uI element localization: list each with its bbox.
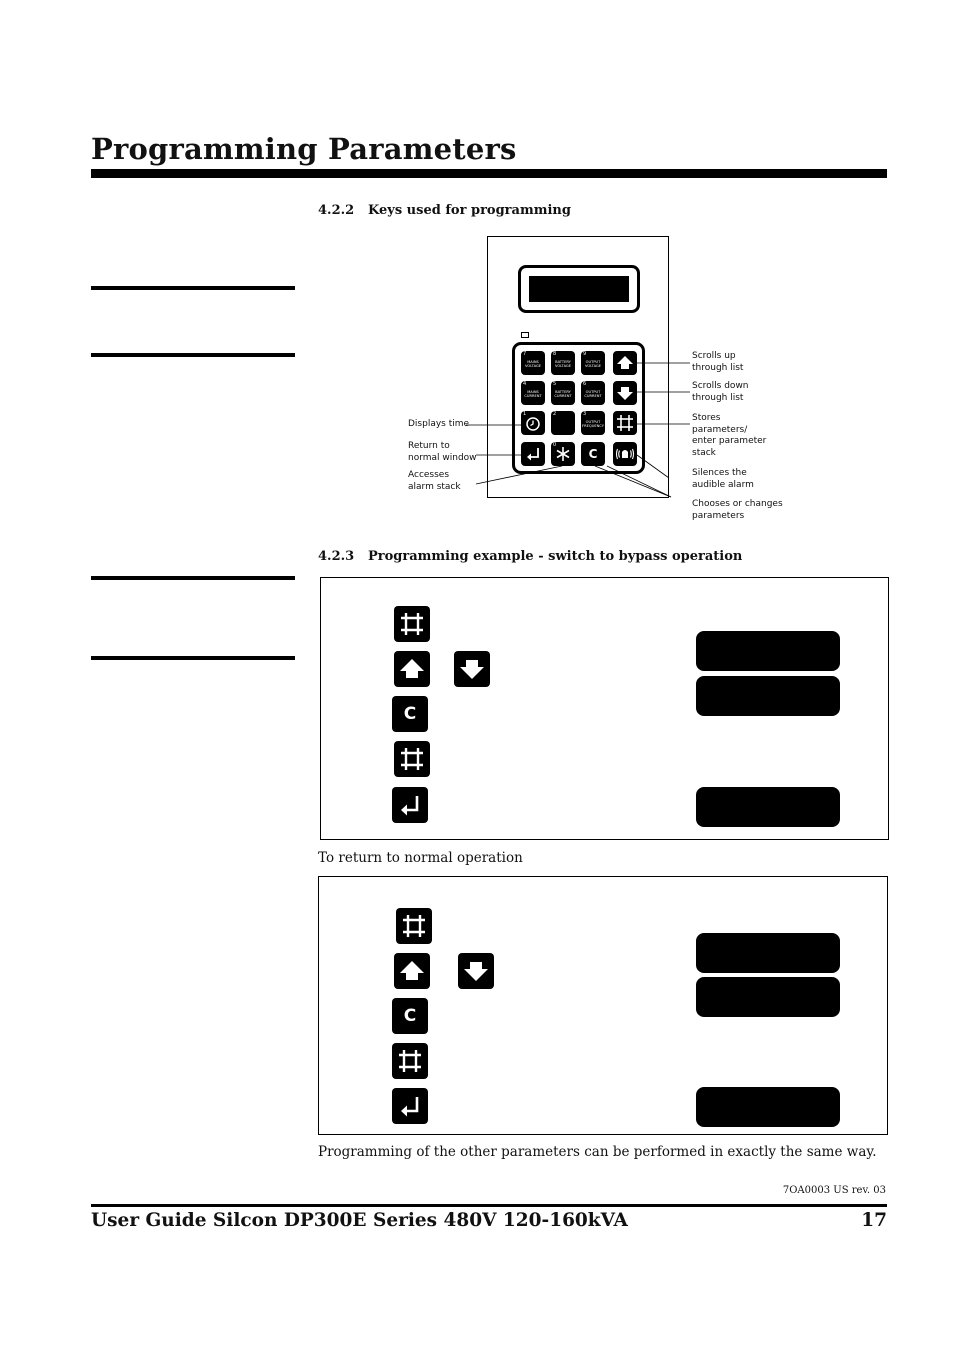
callout-line: parameters/ xyxy=(692,424,748,435)
callout-displays-time xyxy=(408,419,469,431)
callout-line: enter parameter xyxy=(692,436,767,446)
sidebar-rule xyxy=(91,286,295,290)
callout-line: Accesses xyxy=(408,470,450,480)
callout-line: parameters xyxy=(692,510,745,521)
keypad xyxy=(512,342,645,474)
sidebar-rule xyxy=(91,576,295,580)
key-mains-current[interactable] xyxy=(521,381,545,405)
callout-scroll-up xyxy=(692,351,743,374)
status-led xyxy=(521,332,529,338)
callout-line: Chooses or changes xyxy=(692,499,783,509)
key-label: OUTPUT FREQUENCY xyxy=(582,420,604,428)
callout-line: Silences the xyxy=(692,468,747,478)
enter-key xyxy=(392,1088,428,1124)
display-screen xyxy=(696,1087,840,1127)
key-output-voltage[interactable] xyxy=(581,351,605,375)
c-key-label: C xyxy=(588,447,598,461)
key-number: 4 xyxy=(523,381,527,387)
store-icon xyxy=(396,908,432,944)
key-number: 8 xyxy=(553,351,557,357)
key-output-frequency[interactable] xyxy=(581,411,605,435)
callout-chooses xyxy=(692,499,783,522)
callout-line: Scrolls up xyxy=(692,351,736,361)
title-rule xyxy=(91,169,887,178)
closing-text: Programming of the other parameters can be performed in exactly the same way. xyxy=(318,1144,877,1160)
lcd-display xyxy=(529,276,629,302)
store-key xyxy=(392,1043,428,1079)
callout-line: normal window xyxy=(408,452,477,463)
return-normal-text: To return to normal operation xyxy=(318,850,523,866)
section-number: 4.2.3 xyxy=(318,549,355,564)
key-number: 5 xyxy=(553,381,557,387)
section-title: Keys used for programming xyxy=(368,203,571,218)
return-icon xyxy=(521,442,545,466)
key-scroll-down[interactable] xyxy=(613,381,637,405)
footer-rule xyxy=(91,1204,887,1207)
example-box-bypass xyxy=(320,577,889,840)
callout-line: through list xyxy=(692,392,744,403)
callout-line: Scrolls down xyxy=(692,381,749,391)
store-key xyxy=(396,908,432,944)
page-number: 17 xyxy=(861,1210,887,1231)
arrow-up-icon xyxy=(394,953,430,989)
store-icon xyxy=(394,741,430,777)
scroll-down-key xyxy=(458,953,494,989)
page-title: Programming Parameters xyxy=(91,132,517,166)
key-label: OUTPUT CURRENT xyxy=(584,390,602,398)
example-box-normal xyxy=(318,876,888,1135)
c-key-label: C xyxy=(403,1006,417,1026)
key-number: 6 xyxy=(583,381,587,387)
store-key xyxy=(394,606,430,642)
display-screen xyxy=(696,977,840,1017)
c-key xyxy=(392,998,428,1034)
asterisk-icon xyxy=(551,442,575,466)
key-silence-alarm[interactable] xyxy=(613,442,637,466)
scroll-up-key xyxy=(394,651,430,687)
section-heading-4-2-3 xyxy=(318,549,742,564)
return-icon xyxy=(392,1088,428,1124)
callout-stores xyxy=(692,413,766,459)
key-time[interactable] xyxy=(521,411,545,435)
scroll-up-key xyxy=(394,953,430,989)
key-battery-voltage[interactable] xyxy=(551,351,575,375)
scroll-down-key xyxy=(454,651,490,687)
store-icon xyxy=(394,606,430,642)
sidebar-rule xyxy=(91,656,295,660)
key-number: 9 xyxy=(583,351,587,357)
arrow-up-icon xyxy=(613,351,637,375)
key-number: 7 xyxy=(523,351,527,357)
callout-line: Stores xyxy=(692,413,721,423)
callout-silences xyxy=(692,468,754,491)
store-icon xyxy=(392,1043,428,1079)
key-2[interactable] xyxy=(551,411,575,435)
key-label: MAINS VOLTAGE xyxy=(524,360,542,368)
arrow-up-icon xyxy=(394,651,430,687)
key-number: 2 xyxy=(553,411,557,417)
arrow-down-icon xyxy=(613,381,637,405)
key-number: 0 xyxy=(553,442,557,448)
callout-line: through list xyxy=(692,362,744,373)
key-output-current[interactable] xyxy=(581,381,605,405)
sidebar-rule xyxy=(91,353,295,357)
display-screen xyxy=(696,933,840,973)
arrow-down-icon xyxy=(454,651,490,687)
key-battery-current[interactable] xyxy=(551,381,575,405)
key-label: BATTERY VOLTAGE xyxy=(554,360,572,368)
key-number: 3 xyxy=(583,411,587,417)
section-number: 4.2.2 xyxy=(318,203,355,218)
display-screen xyxy=(696,787,840,827)
key-number: 1 xyxy=(523,411,527,417)
c-key xyxy=(392,696,428,732)
key-scroll-up[interactable] xyxy=(613,351,637,375)
key-store[interactable] xyxy=(613,411,637,435)
enter-key xyxy=(392,787,428,823)
callout-line: stack xyxy=(692,447,716,458)
key-label: OUTPUT VOLTAGE xyxy=(584,360,602,368)
key-enter[interactable] xyxy=(521,442,545,466)
display-screen xyxy=(696,676,840,716)
key-alarm-stack[interactable] xyxy=(551,442,575,466)
key-label: MAINS CURRENT xyxy=(524,390,542,398)
section-title: Programming example - switch to bypass operation xyxy=(368,549,743,564)
footer-title: User Guide Silcon DP300E Series 480V 120-160kVA xyxy=(91,1210,628,1231)
document-code: 7OA0003 US rev. 03 xyxy=(782,1185,886,1196)
arrow-down-icon xyxy=(458,953,494,989)
callout-line: alarm stack xyxy=(408,481,461,492)
callout-line: Return to xyxy=(408,441,450,451)
key-label: BATTERY CURRENT xyxy=(554,390,572,398)
key-c[interactable] xyxy=(581,442,605,466)
key-mains-voltage[interactable] xyxy=(521,351,545,375)
c-key-label: C xyxy=(403,704,417,724)
callout-scroll-down xyxy=(692,381,749,404)
callout-accesses-alarm xyxy=(408,470,461,493)
callout-return-normal xyxy=(408,441,477,464)
callout-line: Displays time xyxy=(408,419,470,429)
return-icon xyxy=(392,787,428,823)
alarm-bell-icon xyxy=(613,442,637,466)
clock-icon xyxy=(521,411,545,435)
store-icon xyxy=(613,411,637,435)
display-screen xyxy=(696,631,840,671)
section-heading-4-2-2 xyxy=(318,203,571,218)
store-key xyxy=(394,741,430,777)
callout-line: audible alarm xyxy=(692,479,754,490)
